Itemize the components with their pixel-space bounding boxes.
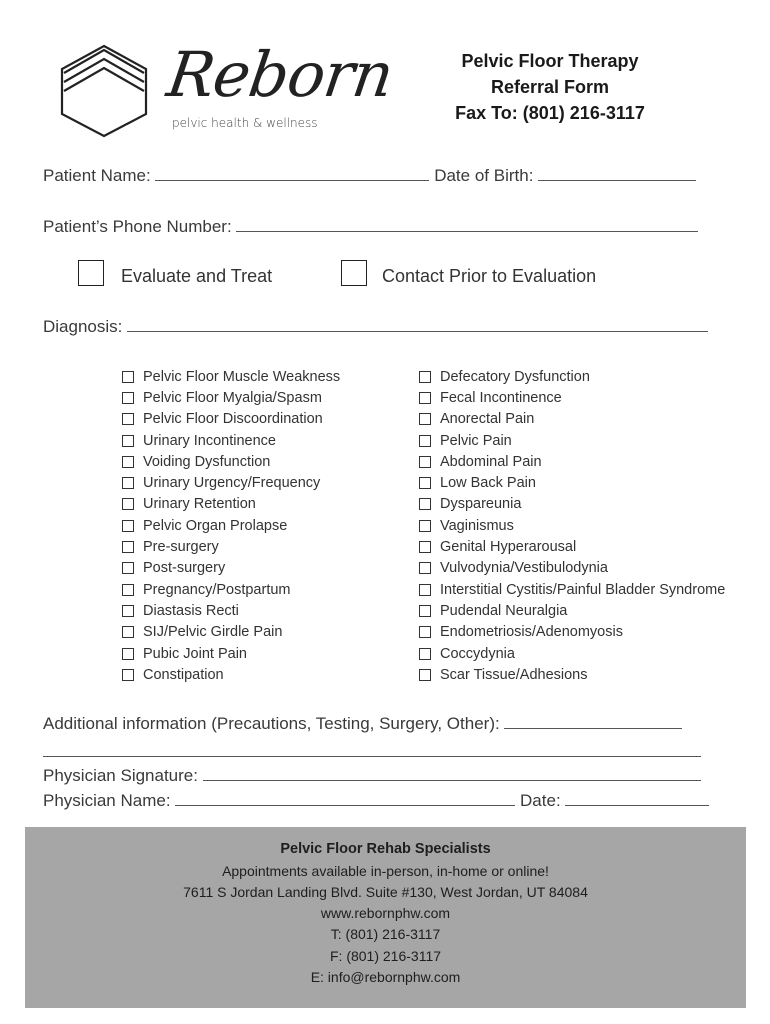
contact-prior-checkbox[interactable] xyxy=(341,260,367,286)
diagnosis-item[interactable]: Scar Tissue/Adhesions xyxy=(419,664,725,685)
footer-appointments: Appointments available in-person, in-home or online! xyxy=(222,862,549,879)
diagnosis-list-right xyxy=(419,366,725,685)
signature-field[interactable] xyxy=(203,766,701,781)
diagnosis-item[interactable]: Post-surgery xyxy=(122,558,340,579)
checkbox[interactable] xyxy=(419,520,431,532)
phone-row xyxy=(43,217,698,237)
diagnosis-item[interactable]: Anorectal Pain xyxy=(419,409,725,430)
date-field[interactable] xyxy=(565,791,709,806)
diagnosis-item[interactable]: Pregnancy/Postpartum xyxy=(122,579,340,600)
brand-tagline: pelvic health & wellness xyxy=(172,116,318,130)
diagnosis-item[interactable]: Urinary Retention xyxy=(122,494,340,515)
evaluate-treat-label: Evaluate and Treat xyxy=(121,266,273,286)
title-line-2: Referral Form xyxy=(490,77,610,97)
diagnosis-item[interactable]: Pelvic Floor Discoordination xyxy=(122,409,340,430)
fax-number: Fax To: (801) 216-3117 xyxy=(455,103,645,123)
diagnosis-item[interactable]: Urinary Incontinence xyxy=(122,430,340,451)
diagnosis-item[interactable]: Vaginismus xyxy=(419,515,725,536)
diagnosis-item[interactable]: Low Back Pain xyxy=(419,472,725,493)
footer-email[interactable]: E: info@rebornphw.com xyxy=(310,968,461,985)
checkbox[interactable] xyxy=(419,456,431,468)
dob-label: Date of Birth: xyxy=(434,166,534,185)
checkbox[interactable] xyxy=(122,648,134,660)
diagnosis-item[interactable]: SIJ/Pelvic Girdle Pain xyxy=(122,622,340,643)
phone-label: Patient’s Phone Number: xyxy=(43,217,232,236)
checkbox[interactable] xyxy=(122,498,134,510)
patient-name-label: Patient Name: xyxy=(43,166,151,185)
diagnosis-item[interactable]: Defecatory Dysfunction xyxy=(419,366,725,387)
checkbox[interactable] xyxy=(419,605,431,617)
contact-prior-label: Contact Prior to Evaluation xyxy=(382,266,597,286)
checkbox[interactable] xyxy=(419,371,431,383)
footer-title: Pelvic Floor Rehab Specialists xyxy=(280,841,491,857)
diagnosis-item[interactable]: Abdominal Pain xyxy=(419,451,725,472)
diagnosis-item[interactable]: Pelvic Floor Muscle Weakness xyxy=(122,366,340,387)
checkbox[interactable] xyxy=(419,562,431,574)
checkbox[interactable] xyxy=(122,392,134,404)
dob-field[interactable] xyxy=(538,166,696,181)
diagnosis-item[interactable]: Urinary Urgency/Frequency xyxy=(122,472,340,493)
checkbox[interactable] xyxy=(419,541,431,553)
footer-contact-box xyxy=(25,827,746,1008)
diagnosis-item[interactable]: Genital Hyperarousal xyxy=(419,536,725,557)
checkbox[interactable] xyxy=(122,371,134,383)
checkbox[interactable] xyxy=(419,648,431,660)
checkbox[interactable] xyxy=(122,520,134,532)
physician-name-row xyxy=(43,791,709,811)
diagnosis-item[interactable]: Pre-surgery xyxy=(122,536,340,557)
checkbox[interactable] xyxy=(122,456,134,468)
checkbox[interactable] xyxy=(122,669,134,681)
checkbox[interactable] xyxy=(122,435,134,447)
evaluate-treat-checkbox[interactable] xyxy=(78,260,104,286)
footer-fax: F: (801) 216-3117 xyxy=(329,947,442,964)
checkbox[interactable] xyxy=(419,669,431,681)
form-title xyxy=(430,48,670,126)
footer-website[interactable]: www.rebornphw.com xyxy=(320,905,451,922)
diagnosis-list-left xyxy=(122,366,340,685)
diagnosis-item[interactable]: Vulvodynia/Vestibulodynia xyxy=(419,558,725,579)
checkbox[interactable] xyxy=(122,605,134,617)
checkbox[interactable] xyxy=(419,584,431,596)
checkbox[interactable] xyxy=(122,477,134,489)
footer-address: 7611 S Jordan Landing Blvd. Suite #130, West Jordan, UT 84084 xyxy=(183,883,588,900)
footer-phone: T: (801) 216-3117 xyxy=(330,926,441,943)
diagnosis-label: Diagnosis: xyxy=(43,317,123,336)
diagnosis-item[interactable]: Pudendal Neuralgia xyxy=(419,600,725,621)
date-label: Date: xyxy=(520,791,561,810)
diagnosis-item[interactable]: Dyspareunia xyxy=(419,494,725,515)
checkbox[interactable] xyxy=(419,477,431,489)
physician-name-label: Physician Name: xyxy=(43,791,171,810)
checkbox[interactable] xyxy=(419,626,431,638)
checkbox[interactable] xyxy=(419,413,431,425)
diagnosis-item[interactable]: Interstitial Cystitis/Painful Bladder Syndrome xyxy=(419,579,725,600)
phone-field[interactable] xyxy=(236,217,698,232)
brand-name: Reborn xyxy=(162,38,398,111)
additional-info-field[interactable] xyxy=(504,714,682,729)
signature-label: Physician Signature: xyxy=(43,766,198,785)
signature-row xyxy=(43,766,701,786)
checkbox[interactable] xyxy=(419,498,431,510)
diagnosis-field[interactable] xyxy=(127,317,708,332)
diagnosis-item[interactable]: Pelvic Floor Myalgia/Spasm xyxy=(122,387,340,408)
checkbox[interactable] xyxy=(122,626,134,638)
diagnosis-item[interactable]: Diastasis Recti xyxy=(122,600,340,621)
diagnosis-item[interactable]: Fecal Incontinence xyxy=(419,387,725,408)
diagnosis-item[interactable]: Coccydynia xyxy=(419,643,725,664)
checkbox[interactable] xyxy=(419,435,431,447)
logo xyxy=(58,38,398,138)
diagnosis-item[interactable]: Constipation xyxy=(122,664,340,685)
patient-name-field[interactable] xyxy=(155,166,429,181)
checkbox[interactable] xyxy=(122,541,134,553)
hexagon-chevron-logo-icon xyxy=(58,42,158,138)
diagnosis-row xyxy=(43,317,708,337)
additional-info-row xyxy=(43,714,682,734)
additional-info-row-2 xyxy=(43,742,701,762)
additional-info-field-2[interactable] xyxy=(43,742,701,757)
diagnosis-item[interactable]: Pelvic Organ Prolapse xyxy=(122,515,340,536)
diagnosis-item[interactable]: Pelvic Pain xyxy=(419,430,725,451)
diagnosis-item[interactable]: Pubic Joint Pain xyxy=(122,643,340,664)
diagnosis-item[interactable]: Endometriosis/Adenomyosis xyxy=(419,622,725,643)
additional-info-label: Additional information (Precautions, Testing, Surgery, Other): xyxy=(43,714,500,733)
title-line-1: Pelvic Floor Therapy xyxy=(461,51,639,71)
diagnosis-item[interactable]: Voiding Dysfunction xyxy=(122,451,340,472)
checkbox[interactable] xyxy=(122,584,134,596)
checkbox[interactable] xyxy=(419,392,431,404)
physician-name-field[interactable] xyxy=(175,791,515,806)
patient-name-row xyxy=(43,166,696,186)
checkbox[interactable] xyxy=(122,562,134,574)
checkbox[interactable] xyxy=(122,413,134,425)
